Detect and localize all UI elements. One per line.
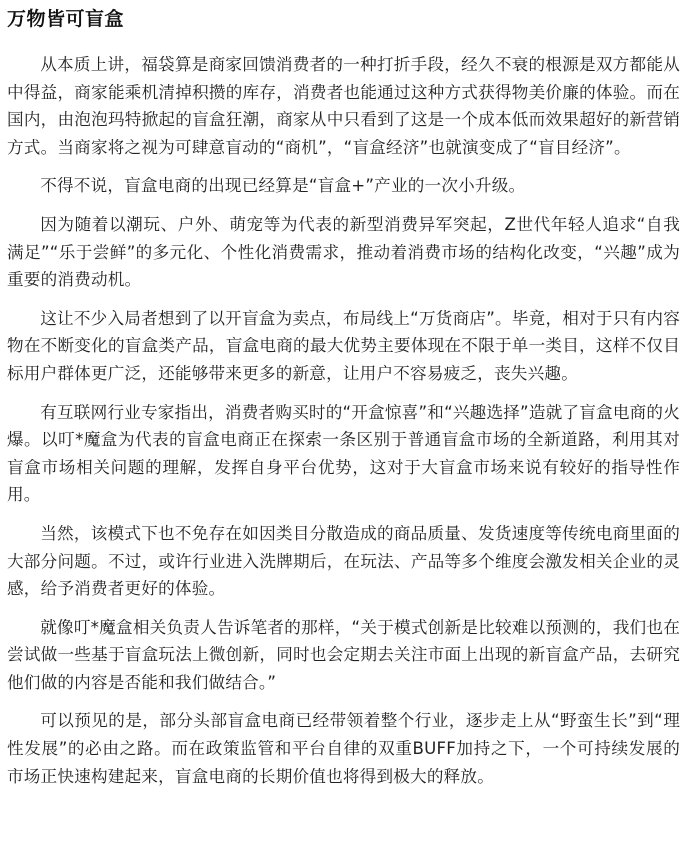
paragraph: 当然，该模式下也不免存在如因类目分散造成的商品质量、发货速度等传统电商里面的大部分问题。不过，或许行业进入洗牌期后，在玩法、产品等多个维度会激发相关企业的灵感，给予消费者更好的体验。 [7,523,680,599]
paragraph: 这让不少入局者想到了以开盲盒为卖点，布局线上“万货商店”。毕竟，相对于只有内容物在不断变化的盲盒类产品，盲盒电商的最大优势主要体现在不限于单一类目，这样不仅目标用户群体更广泛，还能够带来更多的新意，让用户不容易疲乏，丧失兴趣。 [7,308,680,383]
article-title: 万物皆可盲盒 [7,8,125,30]
paragraph: 因为随着以潮玩、户外、萌宠等为代表的新型消费异军突起，Z世代年轻人追求“自我满足”“乐于尝鲜”的多元化、个性化消费需求，推动着消费市场的结构化改变，“兴趣”成为重要的消费动机。 [7,214,680,290]
article-body [7,51,680,790]
paragraph: 就像叮*魔盒相关负责人告诉笔者的那样，“关于模式创新是比较难以预测的，我们也在尝试做一些基于盲盒玩法上微创新，同时也会定期去关注市面上出现的新盲盒产品，去研究他们做的内容是否能和我们做结合。” [7,617,680,692]
paragraph: 可以预见的是，部分头部盲盒电商已经带领着整个行业，逐步走上从“野蛮生长”到“理性发展”的必由之路。而在政策监管和平台自律的双重BUFF加持之下，一个可持续发展的市场正快速构建起来，盲盒电商的长期价值也将得到极大的释放。 [7,711,680,786]
paragraph: 有互联网行业专家指出，消费者购买时的“开盒惊喜”和“兴趣选择”造就了盲盒电商的火爆。以叮*魔盒为代表的盲盒电商正在探索一条区别于普通盲盒市场的全新道路，利用其对盲盒市场相关问题的理解，发挥自身平台优势，这对于大盲盒市场来说有较好的指导性作用。 [7,402,680,505]
paragraph: 不得不说，盲盒电商的出现已经算是“盲盒+”产业的一次小升级。 [40,176,526,196]
paragraph: 从本质上讲，福袋算是商家回馈消费者的一种打折手段，经久不衰的根源是双方都能从中得益，商家能乘机清掉积攒的库存，消费者也能通过这种方式获得物美价廉的体验。而在国内，由泡泡玛特掀起的盲盒狂潮，商家从中只看到了这是一个成本低而效果超好的新营销方式。当商家将之视为可肆意盲动的“商机”，“盲盒经济”也就演变成了“盲目经济”。 [7,55,680,157]
